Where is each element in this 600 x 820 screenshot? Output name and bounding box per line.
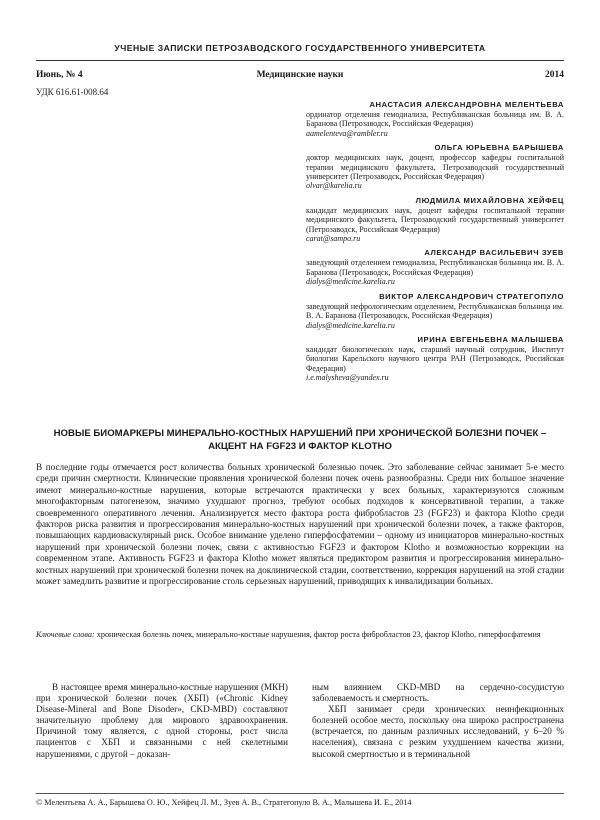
udk-code: УДК 616.61-008.64 <box>36 87 109 97</box>
author-entry <box>306 99 564 138</box>
keywords <box>36 630 564 640</box>
abstract: В последние годы отмечается рост количества больных хронической болезнью почек. Это заболевание сейчас занимает 5-е место среди причин смертности. Клинические проявления хронической болезни почек очень разнообразны. Среди них большое значение имеют минерально-костные нарушения, которые встречаются практически у всех больных, характеризуются сложным многофакторным патогенезом, значимо ухудшают прогноз, требуют особых подходов к консервативной терапии, а также своевременного оперативного лечения. Анализируется место фактора роста фибробластов 23 (FGF23) и фактора Klotho среди факторов риска развития и прогрессирования минерально-костных нарушений при хронической болезни почек, а также факторов, повышающих кардиоваскулярный риск. Особое внимание уделено гиперфосфатемии – одному из инициаторов минерально-костных нарушений при хронической болезни почек, связи с активностью FGF23 и фактором Klotho и возможностью коррекции на современном этапе. Активность FGF23 и фактора Klotho может являться предиктором развития и прогрессирования минерально-костных нарушений при хронической болезни почек на доклинической стадии, соответственно, коррекция нарушений на этой стадии может замедлить развитие и прогрессирование столь серьезных нарушений, приводящих к инвалидизации больных. <box>36 462 564 587</box>
issue-year: 2014 <box>545 70 564 80</box>
author-email[interactable]: dialys@medicine.karelia.ru <box>306 320 395 330</box>
author-entry <box>306 247 564 286</box>
author-affiliation: кандидат биологических наук, старший научный сотрудник, Институт биологии Карельского научного центра РАН (Петрозаводск, Российская Федерация) <box>306 344 564 373</box>
author-email[interactable]: i.e.malysheva@yandex.ru <box>306 373 389 383</box>
author-affiliation: заведующий отделением гемодиализа, Республиканская больница им. В. А. Баранова (Петрозаводск, Российская Федерация) <box>306 258 564 277</box>
author-name: АНАСТАСИЯ АЛЕКСАНДРОВНА МЕЛЕНТЬЕВА <box>369 100 564 109</box>
author-entry <box>306 195 564 244</box>
journal-title: УЧЕНЫЕ ЗАПИСКИ ПЕТРОЗАВОДСКОГО ГОСУДАРСТВЕННОГО УНИВЕРСИТЕТА <box>114 43 486 53</box>
authors-block <box>306 99 564 387</box>
author-email[interactable]: dialys@medicine.karelia.ru <box>306 277 395 287</box>
author-name: АЛЕКСАНДР ВАСИЛЬЕВИЧ ЗУЕВ <box>424 248 564 258</box>
footer-rule <box>36 793 564 794</box>
body-paragraph: В настоящее время минерально-костные нарушения (МКН) при хронической болезни почек (ХБП) («Chronic Kidney Disease-Mineral and Bone Disoder», CKD-MBD) составляют значительную проблему для мирового здравоохранения. Причиной тому является, с одной стороны, рост числа пациентов с ХБП и связанными с ней скелетными нарушениями, с другой – доказан- <box>36 682 288 759</box>
author-email[interactable]: aamelenteva@rambler.ru <box>306 128 388 138</box>
author-entry <box>306 142 564 191</box>
author-entry <box>306 334 564 383</box>
body-column-right <box>312 682 564 760</box>
header-rule <box>36 60 564 61</box>
author-affiliation: заведующий нефрологическим отделением, Республиканская больница им. В. А. Баранова (Петрозаводск, Российская Федерация) <box>306 301 564 321</box>
body-paragraph: ХБП занимает среди хронических неинфекционных болезней особое место, поскольку она широко распространена (встречается, по данным различных исследований, у 6–20 % населения), связана с резким ухудшением качества жизни, высокой смертностью и в терминальной <box>312 704 564 759</box>
article-title: НОВЫЕ БИОМАРКЕРЫ МИНЕРАЛЬНО-КОСТНЫХ НАРУШЕНИЙ ПРИ ХРОНИЧЕСКОЙ БОЛЕЗНИ ПОЧЕК – АКЦЕНТ НА FGF23 И ФАКТОР KLOTHO <box>53 428 547 452</box>
body-column-left <box>36 682 288 760</box>
author-name: ЛЮДМИЛА МИХАЙЛОВНА ХЕЙФЕЦ <box>415 195 564 205</box>
author-affiliation: доктор медицинских наук, доцент, профессор кафедры госпитальной терапии медицинского факультета, Петрозаводский государственный университет (Петрозаводск, Российская Федерация) <box>306 153 564 182</box>
keywords-label: Ключевые слова: <box>36 630 95 639</box>
author-affiliation: кандидат медицинских наук, доцент кафедры госпитальной терапии медицинского факультета, Петрозаводский государственный университет (Петрозаводск, Российская Федерация) <box>306 205 564 234</box>
author-name: ИРИНА ЕВГЕНЬЕВНА МАЛЫШЕВА <box>417 334 564 344</box>
author-name: ОЛЬГА ЮРЬЕВНА БАРЫШЕВА <box>434 143 564 153</box>
section-name: Медицинские науки <box>256 70 344 80</box>
author-email[interactable]: carat@sampo.ru <box>306 234 361 244</box>
author-name: ВИКТОР АЛЕКСАНДРОВИЧ СТРАТЕГОПУЛО <box>379 291 564 301</box>
author-email[interactable]: olvar@karelia.ru <box>306 181 362 191</box>
keywords-text: хроническая болезнь почек, минерально-костные нарушения, фактор роста фибробластов 23, фактор Klotho, гиперфосфатемия <box>96 630 541 639</box>
issue-row <box>36 70 564 82</box>
author-affiliation: ординатор отделения гемодиализа, Республиканская больница им. В. А. Баранова (Петрозаводск, Российская Федерация) <box>306 110 564 129</box>
issue-number: Июнь, № 4 <box>36 70 83 80</box>
author-entry <box>306 291 564 330</box>
copyright-notice: © Мелентьева А. А., Барышева О. Ю., Хейфец Л. М., Зуев А. В., Стратегопуло В. А., Малышева И. Е., 2014 <box>36 798 412 807</box>
body-paragraph: ным влиянием CKD-MBD на сердечно-сосудистую заболеваемость и смертность. <box>312 682 564 704</box>
